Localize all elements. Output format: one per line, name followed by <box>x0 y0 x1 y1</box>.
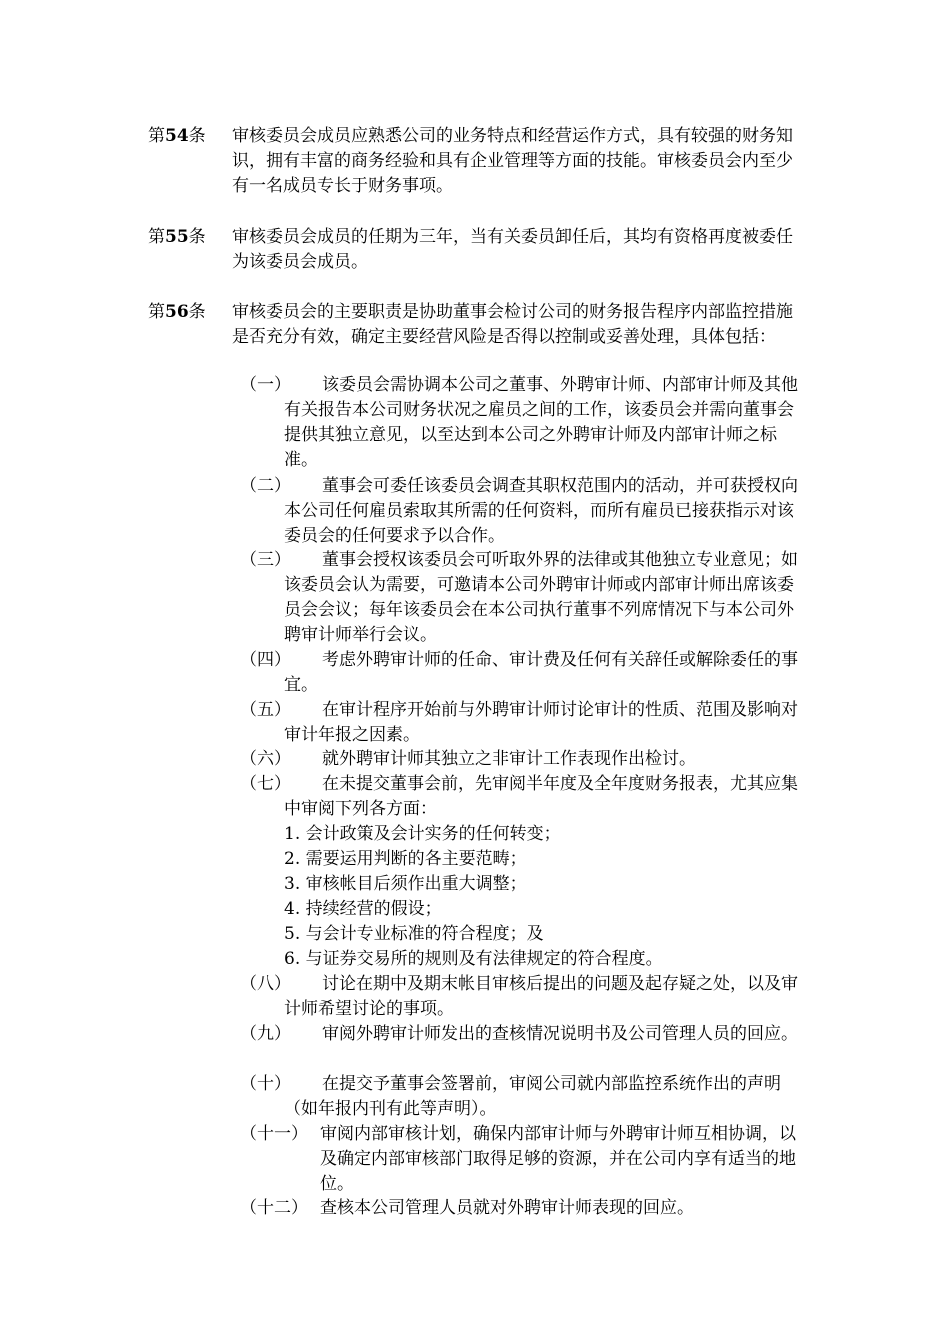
list-item <box>240 1022 800 1047</box>
list-item <box>240 698 800 748</box>
item-label: （二） <box>240 476 291 496</box>
article-number: 第55条 <box>148 227 206 247</box>
item-text: 审阅外聘审计师发出的查核情况说明书及公司管理人员的回应。 <box>322 1024 798 1044</box>
item-text: 查核本公司管理人员就对外聘审计师表现的回应。 <box>320 1198 694 1218</box>
sub-item: 3. 审核帐目后须作出重大调整； <box>284 874 527 894</box>
item-text: 该委员会需协调本公司之董事、外聘审计师、内部审计师及其他有关报告本公司财务状况之雇员之间的工作，该委员会并需向董事会提供其独立意见，以至达到本公司之外聘审计师及内部审计师之标准。 <box>284 375 798 470</box>
article-56 <box>148 300 808 350</box>
list-item <box>240 972 800 1022</box>
item-label: （十二） <box>240 1198 308 1218</box>
item-text: 在未提交董事会前，先审阅半年度及全年度财务报表，尤其应集中审阅下列各方面： <box>284 774 798 819</box>
sub-item: 1. 会计政策及会计实务的任何转变； <box>284 824 561 844</box>
list-item <box>240 548 800 648</box>
item-text: 在审计程序开始前与外聘审计师讨论审计的性质、范围及影响对审计年报之因素。 <box>284 700 798 745</box>
item-text: 讨论在期中及期末帐目审核后提出的问题及起存疑之处，以及审计师希望讨论的事项。 <box>284 974 798 1019</box>
article-55 <box>148 225 808 275</box>
article-54 <box>148 124 808 199</box>
item-text: 考虑外聘审计师的任命、审计费及任何有关辞任或解除委任的事宜。 <box>284 650 798 695</box>
item-label: （九） <box>240 1024 291 1044</box>
item-text: 就外聘审计师其独立之非审计工作表现作出检讨。 <box>322 749 696 769</box>
article-number: 第56条 <box>148 302 206 322</box>
list-item <box>240 1072 800 1122</box>
sub-item: 2. 需要运用判断的各主要范畴； <box>284 849 527 869</box>
item-label: （一） <box>240 375 291 395</box>
item-text: 在提交予董事会签署前，审阅公司就内部监控系统作出的声明（如年报内刊有此等声明）。 <box>284 1074 781 1119</box>
item-label: （七） <box>240 774 291 794</box>
list-item <box>240 1122 800 1197</box>
list-item <box>240 648 800 698</box>
article-number: 第54条 <box>148 126 206 146</box>
item-text: 董事会授权该委员会可听取外界的法律或其他独立专业意见；如该委员会认为需要，可邀请本公司外聘审计师或内部审计师出席该委员会会议；每年该委员会在本公司执行董事不列席情况下与本公司外聘审计师举行会议。 <box>284 550 798 645</box>
item-label: （三） <box>240 550 291 570</box>
sub-list <box>284 822 804 972</box>
list-item <box>240 747 800 772</box>
article-text: 审核委员会成员的任期为三年，当有关委员卸任后，其均有资格再度被委任为该委员会成员。 <box>232 227 793 272</box>
list-item <box>240 772 800 822</box>
item-label: （十一） <box>240 1124 308 1144</box>
item-label: （五） <box>240 700 291 720</box>
sub-item: 5. 与会计专业标准的符合程度；及 <box>284 924 544 944</box>
item-label: （八） <box>240 974 291 994</box>
article-text: 审核委员会成员应熟悉公司的业务特点和经营运作方式，具有较强的财务知识，拥有丰富的商务经验和具有企业管理等方面的技能。审核委员会内至少有一名成员专长于财务事项。 <box>232 126 793 196</box>
item-label: （十） <box>240 1074 291 1094</box>
list-item <box>240 373 800 473</box>
list-item <box>240 474 800 549</box>
item-text: 董事会可委任该委员会调查其职权范围内的活动，并可获授权向本公司任何雇员索取其所需的任何资料，而所有雇员已接获指示对该委员会的任何要求予以合作。 <box>284 476 798 546</box>
sub-item: 6. 与证券交易所的规则及有法律规定的符合程度。 <box>284 949 663 969</box>
list-item <box>240 1196 800 1221</box>
item-label: （四） <box>240 650 291 670</box>
item-text: 审阅内部审核计划，确保内部审计师与外聘审计师互相协调，以及确定内部审核部门取得足够的资源，并在公司内享有适当的地位。 <box>320 1124 796 1194</box>
article-text: 审核委员会的主要职责是协助董事会检讨公司的财务报告程序内部监控措施是否充分有效，确定主要经营风险是否得以控制或妥善处理，具体包括： <box>232 302 793 347</box>
sub-item: 4. 持续经营的假设； <box>284 899 442 919</box>
item-label: （六） <box>240 749 291 769</box>
